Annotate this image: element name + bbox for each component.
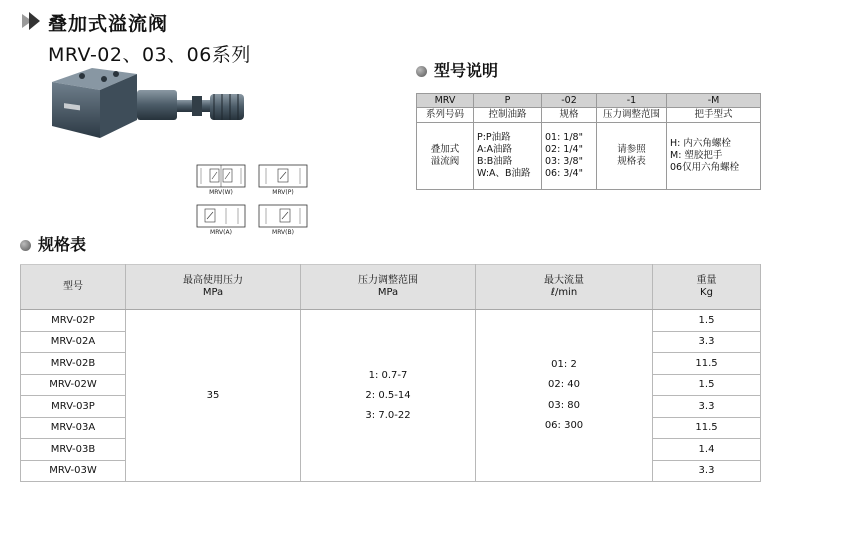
max-flow-cell: 01: 2 02: 40 03: 80 06: 300 [476, 310, 653, 482]
name-cell: 系列号码 [417, 108, 474, 123]
series-options: 叠加式 溢流阀 [417, 123, 474, 190]
name-cell: 压力调整范围 [597, 108, 667, 123]
symbol-label: MRV(A) [210, 229, 232, 236]
weight-cell: 11.5 [653, 353, 761, 375]
header-weight: 重量 Kg [653, 265, 761, 310]
symbol-label: MRV(W) [209, 189, 233, 196]
header-pressure-range: 压力调整范围 MPa [301, 265, 476, 310]
model-cell: MRV-02P [21, 310, 126, 332]
weight-cell: 3.3 [653, 396, 761, 418]
model-cell: MRV-03W [21, 460, 126, 482]
model-section-title: 型号说明 [434, 61, 499, 80]
spec-table [20, 264, 761, 482]
weight-cell: 1.5 [653, 374, 761, 396]
control-options: P:P油路 A:A油路 B:B油路 W:A、B油路 [474, 123, 542, 190]
code-cell: -02 [542, 94, 597, 108]
weight-cell: 3.3 [653, 331, 761, 353]
name-cell: 把手型式 [667, 108, 761, 123]
circuit-symbol-w-icon [196, 164, 246, 188]
spec-section-title: 规格表 [38, 235, 87, 254]
page-title: 叠加式溢流阀 [48, 13, 169, 35]
header-max-pressure: 最高使用压力 MPa [126, 265, 301, 310]
model-cell: MRV-02A [21, 331, 126, 353]
bullet-icon [416, 66, 427, 77]
model-cell: MRV-02W [21, 374, 126, 396]
weight-cell: 1.4 [653, 439, 761, 461]
circuit-symbol-p-icon [258, 164, 308, 188]
model-section-heading [416, 58, 498, 81]
code-cell: MRV [417, 94, 474, 108]
code-cell: -1 [597, 94, 667, 108]
model-cell: MRV-03A [21, 417, 126, 439]
model-cell: MRV-03P [21, 396, 126, 418]
symbol-label: MRV(P) [272, 189, 294, 196]
weight-cell: 11.5 [653, 417, 761, 439]
header-model: 型号 [21, 265, 126, 310]
page-subtitle: MRV-02、03、06系列 [48, 44, 251, 66]
spec-section-heading [20, 232, 86, 255]
model-code-table [416, 93, 761, 190]
name-row [417, 108, 761, 123]
pressure-options: 请参照 规格表 [597, 123, 667, 190]
size-options: 01: 1/8" 02: 1/4" 03: 3/8" 06: 3/4" [542, 123, 597, 190]
bullet-icon [20, 240, 31, 251]
spec-header-row [21, 265, 761, 310]
max-pressure-cell: 35 [126, 310, 301, 482]
title-arrow-icon [22, 12, 42, 30]
pressure-range-cell: 1: 0.7-7 2: 0.5-14 3: 7.0-22 [301, 310, 476, 482]
code-cell: -M [667, 94, 761, 108]
weight-cell: 3.3 [653, 460, 761, 482]
table-row [21, 310, 761, 332]
model-cell: MRV-02B [21, 353, 126, 375]
header-max-flow: 最大流量 ℓ/min [476, 265, 653, 310]
handle-options: H: 内六角螺栓 M: 塑胶把手 06仅用六角螺栓 [667, 123, 761, 190]
weight-cell: 1.5 [653, 310, 761, 332]
symbol-label: MRV(B) [272, 229, 294, 236]
options-row [417, 123, 761, 190]
code-cell: P [474, 94, 542, 108]
model-cell: MRV-03B [21, 439, 126, 461]
circuit-symbol-a-icon [196, 204, 246, 228]
code-row [417, 94, 761, 108]
name-cell: 控制油路 [474, 108, 542, 123]
valve-product-image [42, 60, 252, 150]
name-cell: 规格 [542, 108, 597, 123]
circuit-symbol-b-icon [258, 204, 308, 228]
